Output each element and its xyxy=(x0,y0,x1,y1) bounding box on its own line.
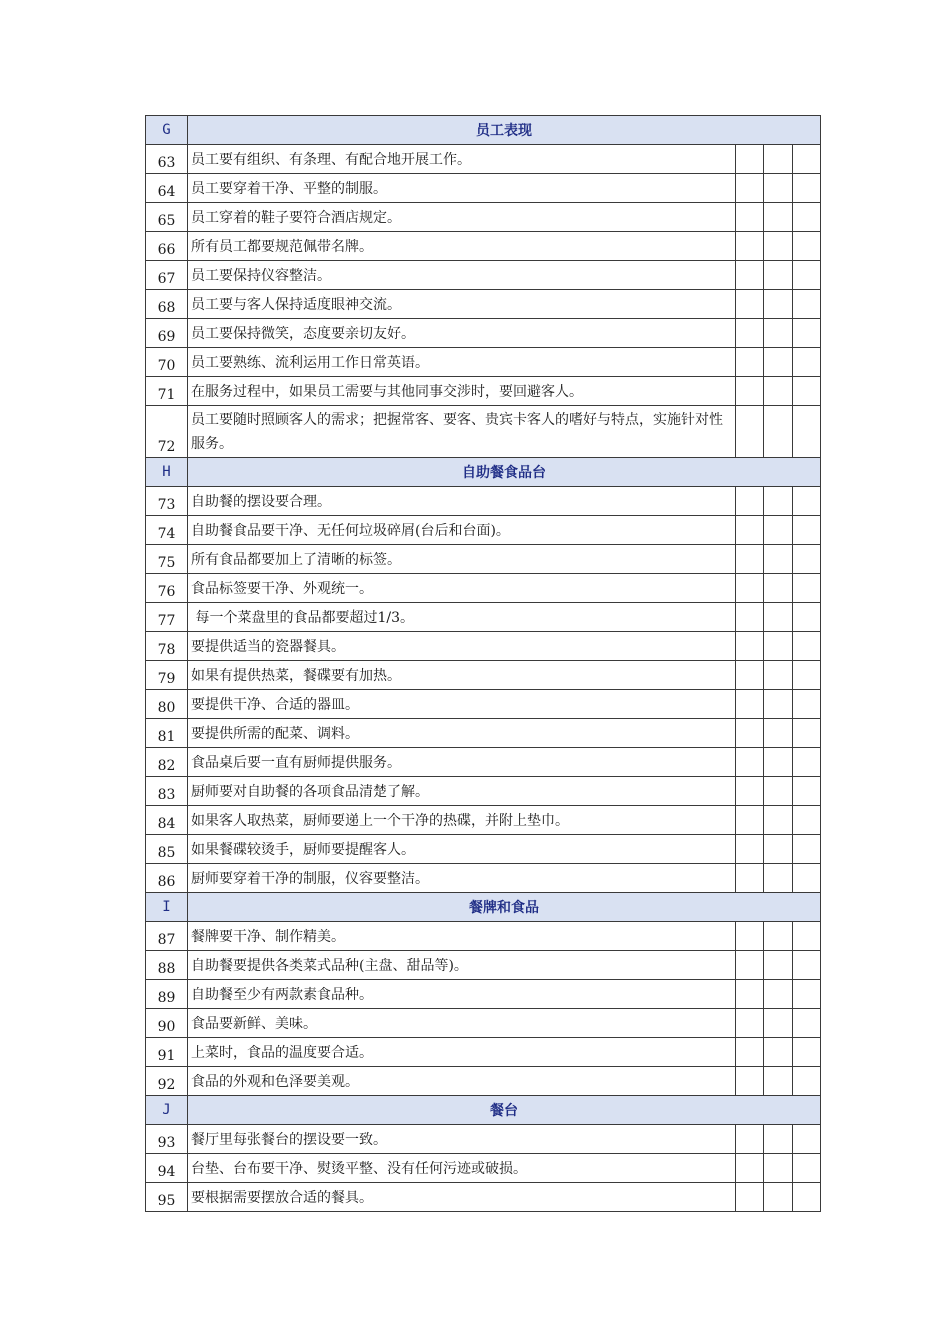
rating-cell-2[interactable] xyxy=(764,806,793,835)
checklist-item-row xyxy=(146,174,821,203)
item-text: 在服务过程中，如果员工需要与其他同事交涉时，要回避客人。 xyxy=(188,377,736,406)
item-number: 77 xyxy=(146,603,188,632)
item-text: 食品桌后要一直有厨师提供服务。 xyxy=(188,748,736,777)
item-number: 86 xyxy=(146,864,188,893)
rating-cell-3[interactable] xyxy=(793,690,821,719)
rating-cell-3[interactable] xyxy=(793,232,821,261)
rating-cell-1[interactable] xyxy=(736,348,764,377)
section-code: G xyxy=(146,116,188,145)
section-header-row xyxy=(146,893,821,922)
rating-cell-1[interactable] xyxy=(736,377,764,406)
checklist-item-row xyxy=(146,835,821,864)
rating-cell-1[interactable] xyxy=(736,319,764,348)
item-number: 85 xyxy=(146,835,188,864)
rating-cell-2[interactable] xyxy=(764,545,793,574)
item-number: 66 xyxy=(146,232,188,261)
item-text: 所有员工都要规范佩带名牌。 xyxy=(188,232,736,261)
item-text: 自助餐食品要干净、无任何垃圾碎屑(台后和台面)。 xyxy=(188,516,736,545)
checklist-item-row xyxy=(146,203,821,232)
rating-cell-2[interactable] xyxy=(764,1183,793,1212)
checklist-item-row xyxy=(146,748,821,777)
rating-cell-2[interactable] xyxy=(764,777,793,806)
item-text: 自助餐的摆设要合理。 xyxy=(188,487,736,516)
rating-cell-2[interactable] xyxy=(764,632,793,661)
checklist-item-row xyxy=(146,232,821,261)
item-number: 69 xyxy=(146,319,188,348)
item-text: 要提供干净、合适的器皿。 xyxy=(188,690,736,719)
item-number: 64 xyxy=(146,174,188,203)
item-number: 78 xyxy=(146,632,188,661)
checklist-item-row xyxy=(146,1009,821,1038)
item-text: 如果客人取热菜，厨师要递上一个干净的热碟，并附上垫巾。 xyxy=(188,806,736,835)
checklist-item-row xyxy=(146,406,821,458)
rating-cell-3[interactable] xyxy=(793,290,821,319)
item-text: 台垫、台布要干净、熨烫平整、没有任何污迹或破损。 xyxy=(188,1154,736,1183)
item-number: 74 xyxy=(146,516,188,545)
checklist-item-row xyxy=(146,487,821,516)
item-text: 员工要穿着干净、平整的制服。 xyxy=(188,174,736,203)
item-number: 90 xyxy=(146,1009,188,1038)
rating-cell-2[interactable] xyxy=(764,603,793,632)
rating-cell-2[interactable] xyxy=(764,748,793,777)
rating-cell-1[interactable] xyxy=(736,545,764,574)
item-text: 员工要与客人保持适度眼神交流。 xyxy=(188,290,736,319)
rating-cell-3[interactable] xyxy=(793,516,821,545)
item-number: 71 xyxy=(146,377,188,406)
rating-cell-1[interactable] xyxy=(736,719,764,748)
checklist-body xyxy=(146,116,821,1212)
rating-cell-3[interactable] xyxy=(793,603,821,632)
item-number: 94 xyxy=(146,1154,188,1183)
item-number: 84 xyxy=(146,806,188,835)
rating-cell-2[interactable] xyxy=(764,174,793,203)
item-number: 88 xyxy=(146,951,188,980)
item-text: 食品的外观和色泽要美观。 xyxy=(188,1067,736,1096)
item-text: 所有食品都要加上了清晰的标签。 xyxy=(188,545,736,574)
rating-cell-3[interactable] xyxy=(793,1067,821,1096)
item-number: 63 xyxy=(146,145,188,174)
rating-cell-2[interactable] xyxy=(764,922,793,951)
checklist-item-row xyxy=(146,1125,821,1154)
rating-cell-2[interactable] xyxy=(764,690,793,719)
rating-cell-2[interactable] xyxy=(764,319,793,348)
item-number: 89 xyxy=(146,980,188,1009)
rating-cell-1[interactable] xyxy=(736,487,764,516)
rating-cell-2[interactable] xyxy=(764,574,793,603)
checklist-item-row xyxy=(146,719,821,748)
rating-cell-2[interactable] xyxy=(764,864,793,893)
item-text: 餐牌要干净、制作精美。 xyxy=(188,922,736,951)
item-text: 如果有提供热菜，餐碟要有加热。 xyxy=(188,661,736,690)
rating-cell-3[interactable] xyxy=(793,951,821,980)
rating-cell-3[interactable] xyxy=(793,777,821,806)
rating-cell-1[interactable] xyxy=(736,174,764,203)
checklist-item-row xyxy=(146,1183,821,1212)
rating-cell-1[interactable] xyxy=(736,864,764,893)
item-text: 员工穿着的鞋子要符合酒店规定。 xyxy=(188,203,736,232)
section-header-row xyxy=(146,116,821,145)
rating-cell-1[interactable] xyxy=(736,406,764,458)
item-number: 87 xyxy=(146,922,188,951)
item-text: 自助餐要提供各类菜式品种(主盘、甜品等)。 xyxy=(188,951,736,980)
rating-cell-1[interactable] xyxy=(736,1009,764,1038)
rating-cell-1[interactable] xyxy=(736,232,764,261)
section-title: 自助餐食品台 xyxy=(188,458,821,487)
item-number: 91 xyxy=(146,1038,188,1067)
rating-cell-3[interactable] xyxy=(793,545,821,574)
checklist-item-row xyxy=(146,377,821,406)
checklist-item-row xyxy=(146,864,821,893)
section-header-row xyxy=(146,458,821,487)
rating-cell-2[interactable] xyxy=(764,516,793,545)
rating-cell-1[interactable] xyxy=(736,980,764,1009)
item-text: 厨师要穿着干净的制服，仪容要整洁。 xyxy=(188,864,736,893)
checklist-item-row xyxy=(146,145,821,174)
item-number: 73 xyxy=(146,487,188,516)
item-number: 92 xyxy=(146,1067,188,1096)
rating-cell-1[interactable] xyxy=(736,661,764,690)
item-text: 要提供所需的配菜、调料。 xyxy=(188,719,736,748)
item-number: 72 xyxy=(146,406,188,458)
rating-cell-2[interactable] xyxy=(764,406,793,458)
checklist-item-row xyxy=(146,516,821,545)
rating-cell-3[interactable] xyxy=(793,835,821,864)
section-title: 餐台 xyxy=(188,1096,821,1125)
section-code: J xyxy=(146,1096,188,1125)
checklist-item-row xyxy=(146,574,821,603)
checklist-item-row xyxy=(146,690,821,719)
item-number: 79 xyxy=(146,661,188,690)
checklist-item-row xyxy=(146,261,821,290)
rating-cell-2[interactable] xyxy=(764,1067,793,1096)
rating-cell-3[interactable] xyxy=(793,203,821,232)
rating-cell-3[interactable] xyxy=(793,574,821,603)
item-text: 员工要熟练、流利运用工作日常英语。 xyxy=(188,348,736,377)
checklist-table xyxy=(145,115,821,1212)
rating-cell-1[interactable] xyxy=(736,516,764,545)
rating-cell-3[interactable] xyxy=(793,806,821,835)
section-title: 员工表现 xyxy=(188,116,821,145)
rating-cell-3[interactable] xyxy=(793,319,821,348)
item-text: 员工要保持微笑，态度要亲切友好。 xyxy=(188,319,736,348)
item-number: 70 xyxy=(146,348,188,377)
item-text: 厨师要对自助餐的各项食品清楚了解。 xyxy=(188,777,736,806)
item-text: 食品标签要干净、外观统一。 xyxy=(188,574,736,603)
rating-cell-3[interactable] xyxy=(793,174,821,203)
rating-cell-2[interactable] xyxy=(764,980,793,1009)
rating-cell-1[interactable] xyxy=(736,145,764,174)
rating-cell-2[interactable] xyxy=(764,261,793,290)
rating-cell-3[interactable] xyxy=(793,661,821,690)
checklist-item-row xyxy=(146,632,821,661)
rating-cell-3[interactable] xyxy=(793,348,821,377)
rating-cell-1[interactable] xyxy=(736,1038,764,1067)
rating-cell-2[interactable] xyxy=(764,951,793,980)
rating-cell-1[interactable] xyxy=(736,1125,764,1154)
item-text: 要提供适当的瓷器餐具。 xyxy=(188,632,736,661)
item-number: 75 xyxy=(146,545,188,574)
rating-cell-3[interactable] xyxy=(793,719,821,748)
item-number: 76 xyxy=(146,574,188,603)
checklist-item-row xyxy=(146,1038,821,1067)
section-code: H xyxy=(146,458,188,487)
checklist-item-row xyxy=(146,806,821,835)
checklist-item-row xyxy=(146,951,821,980)
item-number: 81 xyxy=(146,719,188,748)
rating-cell-1[interactable] xyxy=(736,1067,764,1096)
item-text: 要根据需要摆放合适的餐具。 xyxy=(188,1183,736,1212)
rating-cell-2[interactable] xyxy=(764,1125,793,1154)
checklist-item-row xyxy=(146,319,821,348)
rating-cell-1[interactable] xyxy=(736,1154,764,1183)
rating-cell-3[interactable] xyxy=(793,261,821,290)
item-number: 95 xyxy=(146,1183,188,1212)
rating-cell-3[interactable] xyxy=(793,632,821,661)
rating-cell-2[interactable] xyxy=(764,377,793,406)
item-number: 68 xyxy=(146,290,188,319)
checklist-item-row xyxy=(146,661,821,690)
rating-cell-1[interactable] xyxy=(736,806,764,835)
rating-cell-2[interactable] xyxy=(764,348,793,377)
checklist-item-row xyxy=(146,980,821,1009)
rating-cell-3[interactable] xyxy=(793,748,821,777)
rating-cell-1[interactable] xyxy=(736,1183,764,1212)
item-text: 餐厅里每张餐台的摆设要一致。 xyxy=(188,1125,736,1154)
rating-cell-2[interactable] xyxy=(764,1009,793,1038)
item-text: 每一个菜盘里的食品都要超过1/3。 xyxy=(188,603,736,632)
section-code: I xyxy=(146,893,188,922)
rating-cell-1[interactable] xyxy=(736,951,764,980)
checklist-item-row xyxy=(146,290,821,319)
rating-cell-3[interactable] xyxy=(793,406,821,458)
item-text: 自助餐至少有两款素食品种。 xyxy=(188,980,736,1009)
rating-cell-1[interactable] xyxy=(736,690,764,719)
rating-cell-3[interactable] xyxy=(793,864,821,893)
rating-cell-2[interactable] xyxy=(764,487,793,516)
rating-cell-1[interactable] xyxy=(736,574,764,603)
rating-cell-3[interactable] xyxy=(793,145,821,174)
rating-cell-1[interactable] xyxy=(736,777,764,806)
checklist-item-row xyxy=(146,545,821,574)
item-text: 员工要有组织、有条理、有配合地开展工作。 xyxy=(188,145,736,174)
rating-cell-1[interactable] xyxy=(736,603,764,632)
checklist-item-row xyxy=(146,348,821,377)
checklist-item-row xyxy=(146,1154,821,1183)
rating-cell-2[interactable] xyxy=(764,1154,793,1183)
checklist-item-row xyxy=(146,777,821,806)
item-text: 员工要随时照顾客人的需求；把握常客、要客、贵宾卡客人的嗜好与特点，实施针对性服务。 xyxy=(188,406,736,458)
item-number: 80 xyxy=(146,690,188,719)
rating-cell-1[interactable] xyxy=(736,835,764,864)
item-number: 82 xyxy=(146,748,188,777)
rating-cell-2[interactable] xyxy=(764,661,793,690)
item-number: 93 xyxy=(146,1125,188,1154)
rating-cell-3[interactable] xyxy=(793,922,821,951)
rating-cell-2[interactable] xyxy=(764,232,793,261)
rating-cell-2[interactable] xyxy=(764,1038,793,1067)
rating-cell-1[interactable] xyxy=(736,261,764,290)
item-number: 67 xyxy=(146,261,188,290)
item-number: 65 xyxy=(146,203,188,232)
rating-cell-2[interactable] xyxy=(764,835,793,864)
checklist-item-row xyxy=(146,1067,821,1096)
rating-cell-1[interactable] xyxy=(736,632,764,661)
rating-cell-2[interactable] xyxy=(764,719,793,748)
item-text: 如果餐碟较烫手，厨师要提醒客人。 xyxy=(188,835,736,864)
rating-cell-3[interactable] xyxy=(793,377,821,406)
rating-cell-3[interactable] xyxy=(793,1038,821,1067)
section-title: 餐牌和食品 xyxy=(188,893,821,922)
section-header-row xyxy=(146,1096,821,1125)
rating-cell-3[interactable] xyxy=(793,487,821,516)
rating-cell-1[interactable] xyxy=(736,748,764,777)
rating-cell-3[interactable] xyxy=(793,1009,821,1038)
rating-cell-3[interactable] xyxy=(793,1154,821,1183)
rating-cell-3[interactable] xyxy=(793,1183,821,1212)
rating-cell-2[interactable] xyxy=(764,203,793,232)
rating-cell-1[interactable] xyxy=(736,922,764,951)
checklist-item-row xyxy=(146,922,821,951)
item-number: 83 xyxy=(146,777,188,806)
rating-cell-1[interactable] xyxy=(736,203,764,232)
item-text: 食品要新鲜、美味。 xyxy=(188,1009,736,1038)
rating-cell-2[interactable] xyxy=(764,145,793,174)
rating-cell-1[interactable] xyxy=(736,290,764,319)
checklist-item-row xyxy=(146,603,821,632)
item-text: 上菜时，食品的温度要合适。 xyxy=(188,1038,736,1067)
rating-cell-2[interactable] xyxy=(764,290,793,319)
item-text: 员工要保持仪容整洁。 xyxy=(188,261,736,290)
rating-cell-3[interactable] xyxy=(793,1125,821,1154)
rating-cell-3[interactable] xyxy=(793,980,821,1009)
